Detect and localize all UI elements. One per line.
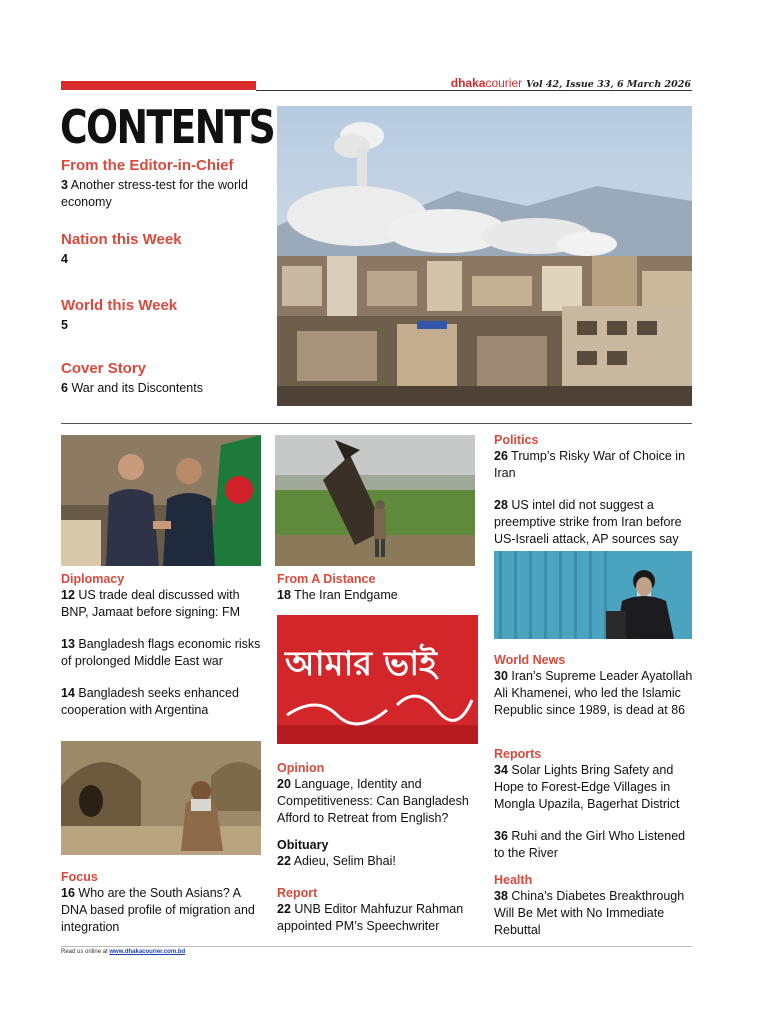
section-heading: From the Editor-in-Chief [61, 157, 234, 174]
page-number: 6 [61, 381, 68, 395]
toc-entry[interactable] [494, 448, 694, 482]
section-reports [494, 746, 694, 862]
page-number: 26 [494, 449, 508, 463]
website-link[interactable]: www.dhakacourier.com.bd [109, 949, 186, 955]
section-diplomacy [61, 571, 266, 719]
entry-title: US trade deal discussed with BNP, Jamaat before signing: FM [61, 588, 241, 619]
issue-info: Vol 42, Issue 33, 6 March 2026 [526, 79, 691, 90]
entry-title: Bangladesh flags economic risks of prolonged Middle East war [61, 637, 261, 668]
page-number: 18 [277, 588, 291, 602]
page-number: 16 [61, 886, 75, 900]
entry-title: UNB Editor Mahfuzur Rahman appointed PM’s Speechwriter [277, 902, 464, 933]
footer [61, 948, 185, 956]
section-obituary [277, 837, 482, 870]
section-heading: Nation this Week [61, 231, 182, 248]
toc-entry[interactable] [61, 317, 273, 334]
graffiti-text: আমার ভাই [285, 644, 437, 684]
entry-title: Solar Lights Bring Safety and Hope to Forest-Edge Villages in Mongla Upazila, Bagerhat District [494, 763, 680, 811]
masthead [451, 76, 691, 92]
section-politics [494, 432, 694, 548]
section-world-news [494, 652, 694, 719]
section-nation [61, 231, 273, 268]
diplomacy-photo-handshake [61, 435, 261, 566]
section-heading: Politics [494, 433, 539, 447]
toc-entry[interactable] [494, 888, 694, 939]
section-from-a-distance [277, 571, 482, 604]
section-world [61, 297, 273, 334]
toc-entry[interactable] [61, 685, 266, 719]
opinion-photo-graffiti [277, 615, 478, 744]
section-heading: Obituary [277, 838, 329, 852]
entry-title: War and its Discontents [71, 381, 203, 395]
cover-photo-city-smoke [277, 106, 692, 406]
section-focus [61, 869, 266, 936]
page-number: 20 [277, 777, 291, 791]
toc-entry[interactable] [61, 885, 266, 936]
entry-title: Bangladesh seeks enhanced cooperation with Argentina [61, 686, 239, 717]
page-number: 13 [61, 637, 75, 651]
section-editor [61, 157, 273, 211]
header-accent-bar [61, 81, 256, 90]
toc-entry[interactable] [61, 251, 273, 268]
toc-entry[interactable] [61, 380, 273, 397]
entry-title: Iran’s Supreme Leader Ayatollah Ali Khamenei, who led the Islamic Republic since 1989, is dead at 86 [494, 669, 693, 717]
world-news-photo-leader [494, 551, 692, 639]
toc-entry[interactable] [494, 762, 694, 813]
page-number: 12 [61, 588, 75, 602]
entry-title: Trump’s Risky War of Choice in Iran [494, 449, 686, 480]
entry-title: China’s Diabetes Breakthrough Will Be Met with No Immediate Rebuttal [494, 889, 685, 937]
brand-name-bold: dhaka [450, 76, 486, 90]
page-number: 38 [494, 889, 508, 903]
toc-entry[interactable] [61, 177, 273, 211]
page-number: 30 [494, 669, 508, 683]
toc-entry[interactable] [277, 901, 482, 935]
focus-photo-village-elder [61, 741, 261, 855]
distance-photo-missile [275, 435, 475, 566]
entry-title: US intel did not suggest a preemptive strike from Iran before US-Israeli attack, AP sources say [494, 498, 682, 546]
toc-entry[interactable] [494, 668, 694, 719]
section-heading: Opinion [277, 761, 325, 775]
page-number: 36 [494, 829, 508, 843]
section-heading: Health [494, 873, 533, 887]
page-number: 22 [277, 854, 291, 868]
section-heading: World this Week [61, 297, 178, 314]
section-heading: From A Distance [277, 572, 376, 586]
section-health [494, 872, 694, 939]
page-number: 14 [61, 686, 75, 700]
footer-text: Read us online at [61, 949, 110, 955]
entry-title: Adieu, Selim Bhai! [293, 854, 396, 868]
toc-entry[interactable] [277, 776, 482, 827]
page-number: 4 [61, 252, 68, 266]
section-cover-story [61, 360, 273, 397]
entry-title: Who are the South Asians? A DNA based profile of migration and integration [61, 886, 255, 934]
page-number: 34 [494, 763, 508, 777]
page-number: 28 [494, 498, 508, 512]
section-heading: Diplomacy [61, 572, 125, 586]
page-title: CONTENTS [60, 100, 275, 154]
toc-entry[interactable] [61, 636, 266, 670]
entry-title: The Iran Endgame [294, 588, 398, 602]
section-divider [61, 423, 692, 424]
toc-entry[interactable] [494, 497, 694, 548]
entry-title: Ruhi and the Girl Who Listened to the River [494, 829, 686, 860]
brand-name-light: courier [485, 76, 523, 90]
toc-top-left [61, 157, 273, 397]
toc-entry[interactable] [277, 587, 482, 604]
section-heading: Report [277, 886, 318, 900]
entry-title: Another stress-test for the world economy [61, 178, 248, 209]
section-heading: Focus [61, 870, 98, 884]
section-heading: World News [494, 653, 566, 667]
section-report [277, 885, 482, 935]
toc-entry[interactable] [277, 853, 482, 870]
page-number: 3 [61, 178, 68, 192]
toc-entry[interactable] [494, 828, 694, 862]
page-number: 22 [277, 902, 291, 916]
toc-entry[interactable] [61, 587, 266, 621]
entry-title: Language, Identity and Competitiveness: Can Bangladesh Afford to Retreat from English? [277, 777, 469, 825]
footer-rule [61, 946, 692, 947]
section-heading: Reports [494, 747, 542, 761]
page-number: 5 [61, 318, 68, 332]
section-heading: Cover Story [61, 360, 147, 377]
section-opinion [277, 760, 482, 827]
